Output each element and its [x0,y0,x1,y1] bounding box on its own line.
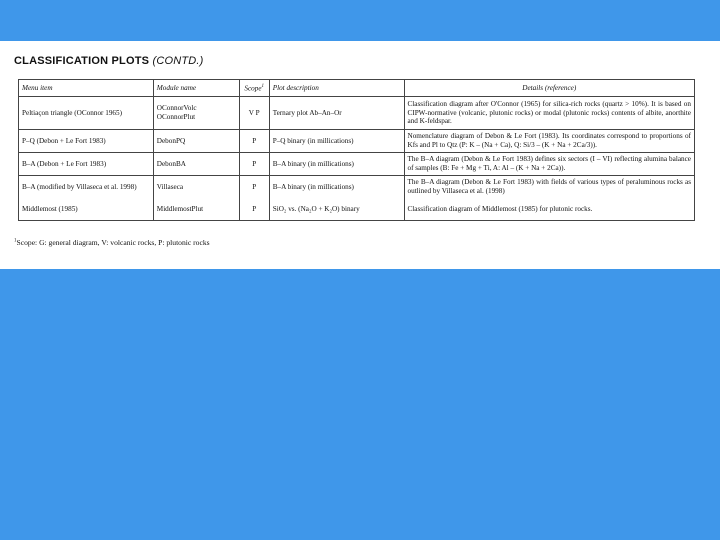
cell-module-name: OConnorVolc OConnorPlut [153,97,239,130]
header-menu-item: Menu item [19,80,154,97]
cell-module-name: MiddlemostPlut [153,198,239,221]
cell-plot-description: B–A binary (in millications) [269,153,404,176]
cell-plot-description: P–Q binary (in millications) [269,130,404,153]
cell-scope: P [239,198,269,221]
cell-module-name: DebonBA [153,153,239,176]
header-details: Details (reference) [404,80,695,97]
cell-scope: P [239,176,269,199]
title-main: CLASSIFICATION PLOTS [14,55,150,67]
cell-scope: P [239,130,269,153]
cell-menu-item: B–A (Debon + Le Fort 1983) [19,153,154,176]
cell-menu-item: Middlemost (1985) [19,198,154,221]
cell-details: Classification diagram after O'Connor (1965) for silica-rich rocks (quartz > 10%). It is based on CIPW-normative (volcanic, plutonic rocks) or modal (plutonic rocks) contents of albite, anorthite and K-feldspar. [404,97,695,130]
cell-details: The B–A diagram (Debon & Le Fort 1983) with fields of various types of peraluminous rocks as outlined by Villaseca et al. (1998) [404,176,695,199]
table-header-row [19,80,695,97]
header-module-name: Module name [153,80,239,97]
cell-scope: P [239,153,269,176]
cell-details: Classification diagram of Middlemost (1985) for plutonic rocks. [404,198,695,221]
footnote: $^1$Scope: G: general diagram, V: volcanic rocks, P: plutonic rocks [14,238,210,247]
cell-plot-description: Ternary plot Ab–An–Or [269,97,404,130]
cell-module-name: Villaseca [153,176,239,199]
header-plot-description: Plot description [269,80,404,97]
header-scope: Scope$^1$ [239,80,269,97]
classification-table [18,79,695,221]
table-row [19,198,695,221]
cell-details: The B–A diagram (Debon & Le Fort 1983) defines six sectors (I – VI) reflecting alumina balance of samples (B: Fe + Mg + Ti, A: Al – (K + Na + 2Ca)). [404,153,695,176]
cell-menu-item: B–A (modified by Villaseca et al. 1998) [19,176,154,199]
cell-plot-description: SiO₂ vs. (Na₂O + K₂O) binary [269,198,404,221]
table-row [19,130,695,153]
document-page [0,41,720,269]
cell-scope: V P [239,97,269,130]
table-row [19,176,695,199]
table-row [19,153,695,176]
page-title [14,55,204,67]
cell-menu-item: Peltiaçon triangle (OConnor 1965) [19,97,154,130]
cell-menu-item: P–Q (Debon + Le Fort 1983) [19,130,154,153]
title-suffix: (CONTD.) [152,55,204,67]
cell-plot-description: B–A binary (in millications) [269,176,404,199]
table-row [19,97,695,130]
cell-details: Nomenclature diagram of Debon & Le Fort (1983). Its coordinates correspond to proportions of Kfs and Pl to Qtz (P: K – (Na + Ca), Q: Si/3 – (K + Na + 2Ca/3)). [404,130,695,153]
cell-module-name: DebonPQ [153,130,239,153]
